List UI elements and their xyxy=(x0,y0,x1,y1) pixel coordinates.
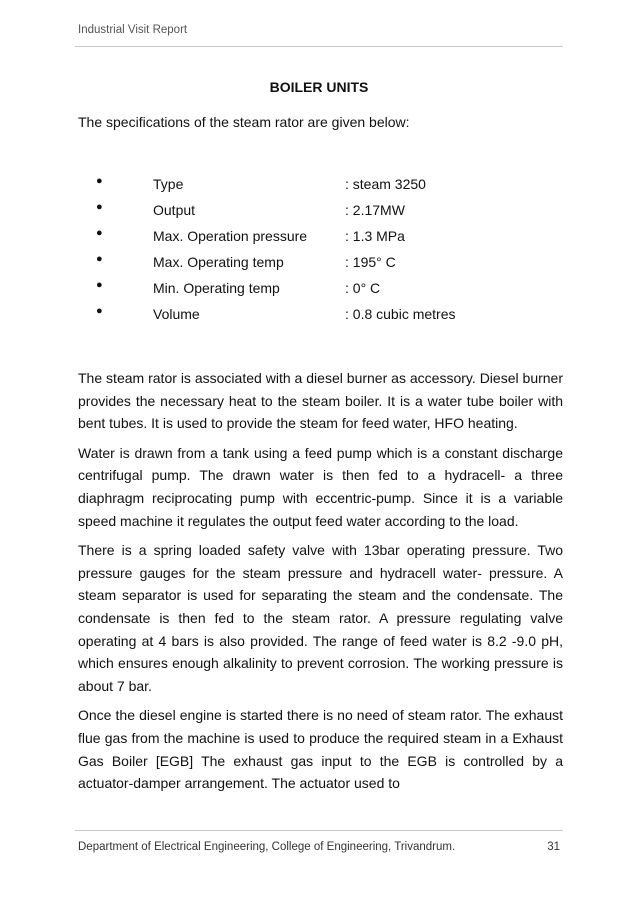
spec-label: Volume xyxy=(153,306,200,322)
spec-value: : 0.8 cubic metres xyxy=(345,306,456,322)
section-title: BOILER UNITS xyxy=(269,79,369,95)
spec-value: : 0° C xyxy=(345,280,381,296)
spec-item xyxy=(78,228,563,254)
body-text xyxy=(78,367,563,802)
spec-item xyxy=(78,254,563,280)
bullet-icon: ● xyxy=(96,227,103,239)
page-number: 31 xyxy=(547,841,560,853)
page-footer xyxy=(78,841,560,853)
spec-item xyxy=(78,202,563,228)
paragraph: There is a spring loaded safety valve with 13bar operating pressure. Two pressure gauges for the steam pressure and hydracell water- pressure. A steam separator is used for separating the steam and the condensate. The condensate is then fed to the steam rator. A pressure regulating valve operating at 4 bars is also provided. The range of feed water is 8.2 -9.0 pH, which ensures enough alkalinity to prevent corrosion. The working pressure is about 7 bar. xyxy=(78,542,563,694)
spec-label: Type xyxy=(153,176,184,192)
bullet-icon: ● xyxy=(96,201,103,213)
footer-department: Department of Electrical Engineering, College of Engineering, Trivandrum. xyxy=(78,841,456,853)
spec-value: : 2.17MW xyxy=(345,202,405,218)
bullet-icon: ● xyxy=(96,305,103,317)
intro-text: The specifications of the steam rator are given below: xyxy=(78,114,410,130)
running-header: Industrial Visit Report xyxy=(78,24,188,36)
spec-label: Max. Operating temp xyxy=(153,254,284,270)
bullet-icon: ● xyxy=(96,175,103,187)
paragraph: The steam rator is associated with a diesel burner as accessory. Diesel burner provides the necessary heat to the steam boiler. It is a water tube boiler with bent tubes. It is used to provide the steam for feed water, HFO heating. xyxy=(78,370,563,432)
bullet-icon: ● xyxy=(96,279,103,291)
spec-value: : steam 3250 xyxy=(345,176,426,192)
spec-list xyxy=(78,176,563,332)
spec-item xyxy=(78,280,563,306)
spec-item xyxy=(78,176,563,202)
paragraph: Once the diesel engine is started there is no need of steam rator. The exhaust flue gas from the machine is used to produce the required steam in a Exhaust Gas Boiler [EGB] The exhaust gas input to the EGB is controlled by a actuator-damper arrangement. The actuator used to xyxy=(78,707,563,792)
spec-label: Min. Operating temp xyxy=(153,280,280,296)
spec-label: Max. Operation pressure xyxy=(153,228,308,244)
spec-value: : 195° C xyxy=(345,254,396,270)
paragraph: Water is drawn from a tank using a feed pump which is a constant discharge centrifugal pump. The drawn water is then fed to a hydracell- a three diaphragm reciprocating pump with eccentric-pump. Since it is a variable speed machine it regulates the output feed water according to the load. xyxy=(78,444,563,529)
spec-item xyxy=(78,306,563,332)
spec-label: Output xyxy=(153,202,196,218)
spec-value: : 1.3 MPa xyxy=(345,228,405,244)
bullet-icon: ● xyxy=(96,253,103,265)
footer-divider xyxy=(75,830,563,831)
header-divider xyxy=(75,46,563,47)
